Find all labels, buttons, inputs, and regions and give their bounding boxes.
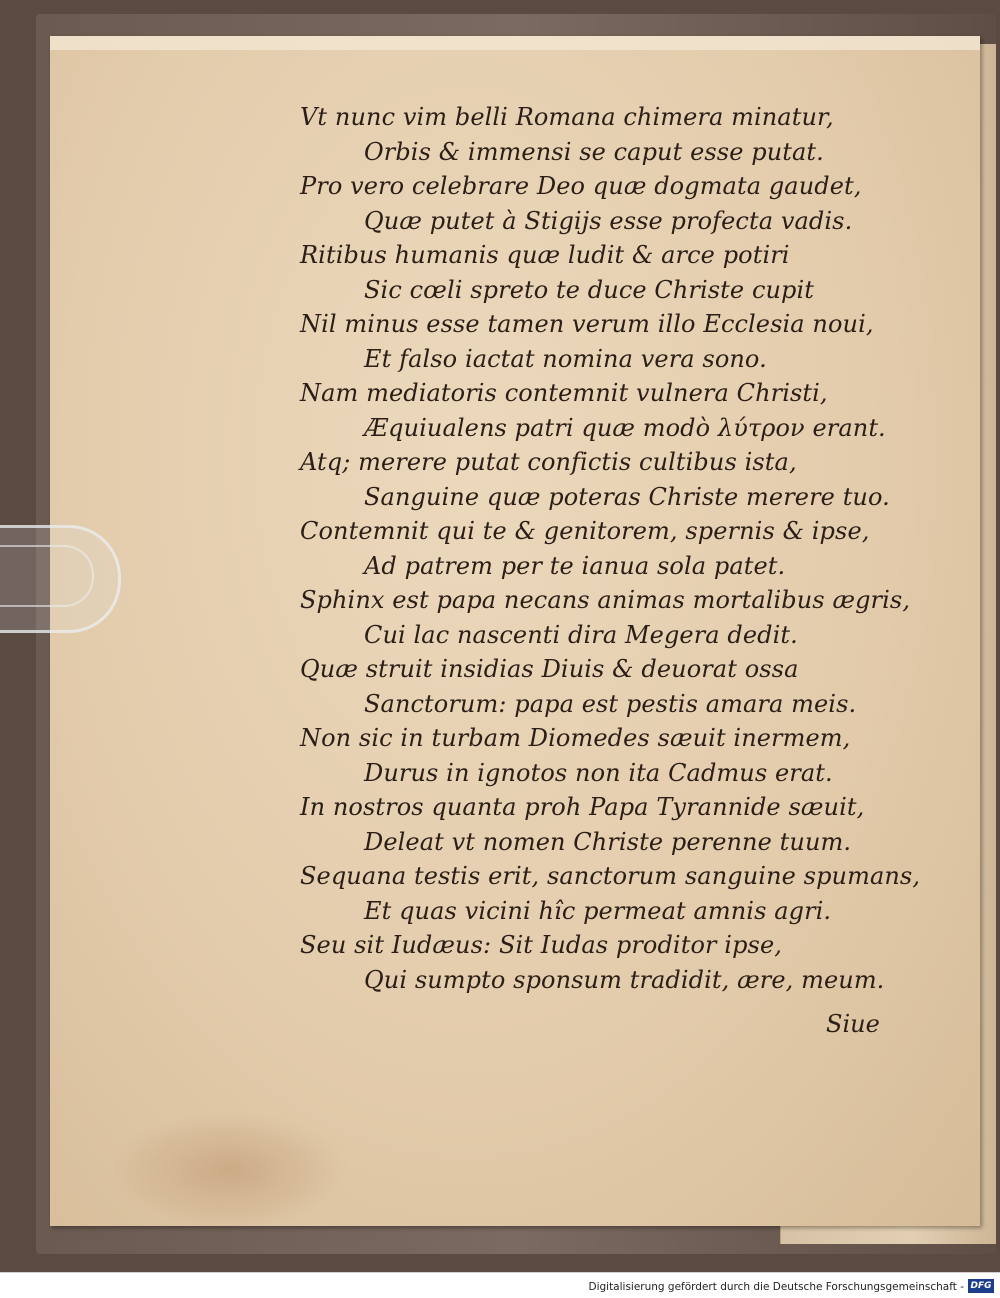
poem-line: Contemnit qui te & genitorem, spernis & ipse, (300, 517, 870, 545)
poem-line: Nil minus esse tamen verum illo Ecclesia noui, (300, 310, 874, 338)
poem-line: Cui lac nascenti dira Megera dedit. (364, 620, 798, 649)
poem-text-block (300, 100, 921, 997)
poem-line: Non sic in turbam Diomedes sæuit inermem, (300, 724, 851, 752)
funding-credit: Digitalisierung gefördert durch die Deutsche Forschungsgemeinschaft - (588, 1281, 964, 1293)
paper-clip-inner (0, 545, 94, 607)
poem-line: Vt nunc vim belli Romana chimera minatur, (300, 103, 834, 131)
poem-line: Sanctorum: papa est pestis amara meis. (364, 689, 857, 718)
poem-line: Pro vero celebrare Deo quæ dogmata gaudet, (300, 172, 862, 200)
poem-line: Sanguine quæ poteras Christe merere tuo. (364, 482, 890, 511)
poem-line: Durus in ignotos non ita Cadmus erat. (364, 758, 833, 787)
poem-line: Ritibus humanis quæ ludit & arce potiri (300, 241, 790, 269)
poem-line: Sphinx est papa necans animas mortalibus ægris, (300, 586, 911, 614)
poem-line: Atq; merere putat confictis cultibus ista, (300, 448, 797, 476)
poem-line: Deleat vt nomen Christe perenne tuum. (364, 827, 852, 856)
poem-line: Ad patrem per te ianua sola patet. (364, 551, 786, 580)
water-stain (110, 1110, 350, 1230)
poem-line: Et quas vicini hîc permeat amnis agri. (364, 896, 832, 925)
catchword: Siue (826, 1010, 880, 1038)
poem-line: Sequana testis erit, sanctorum sanguine spumans, (300, 862, 921, 890)
poem-line: Qui sumpto sponsum tradidit, ære, meum. (364, 965, 885, 994)
poem-line: Nam mediatoris contemnit vulnera Christi, (300, 379, 828, 407)
dfg-logo-icon: DFG (968, 1279, 994, 1293)
poem-line: In nostros quanta proh Papa Tyrannide sæuit, (300, 793, 865, 821)
poem-line: Æquiualens patri quæ modò λύτρον erant. (364, 413, 886, 442)
poem-line: Quæ struit insidias Diuis & deuorat ossa (300, 655, 799, 683)
poem-line: Sic cœli spreto te duce Christe cupit (364, 275, 815, 304)
poem-line: Seu sit Iudæus: Sit Iudas proditor ipse, (300, 931, 782, 959)
poem-line: Quæ putet à Stigijs esse profecta vadis. (364, 206, 853, 235)
poem-line: Et falso iactat nomina vera sono. (364, 344, 767, 373)
page-top-edge (50, 36, 980, 50)
poem-line: Orbis & immensi se caput esse putat. (364, 137, 824, 166)
